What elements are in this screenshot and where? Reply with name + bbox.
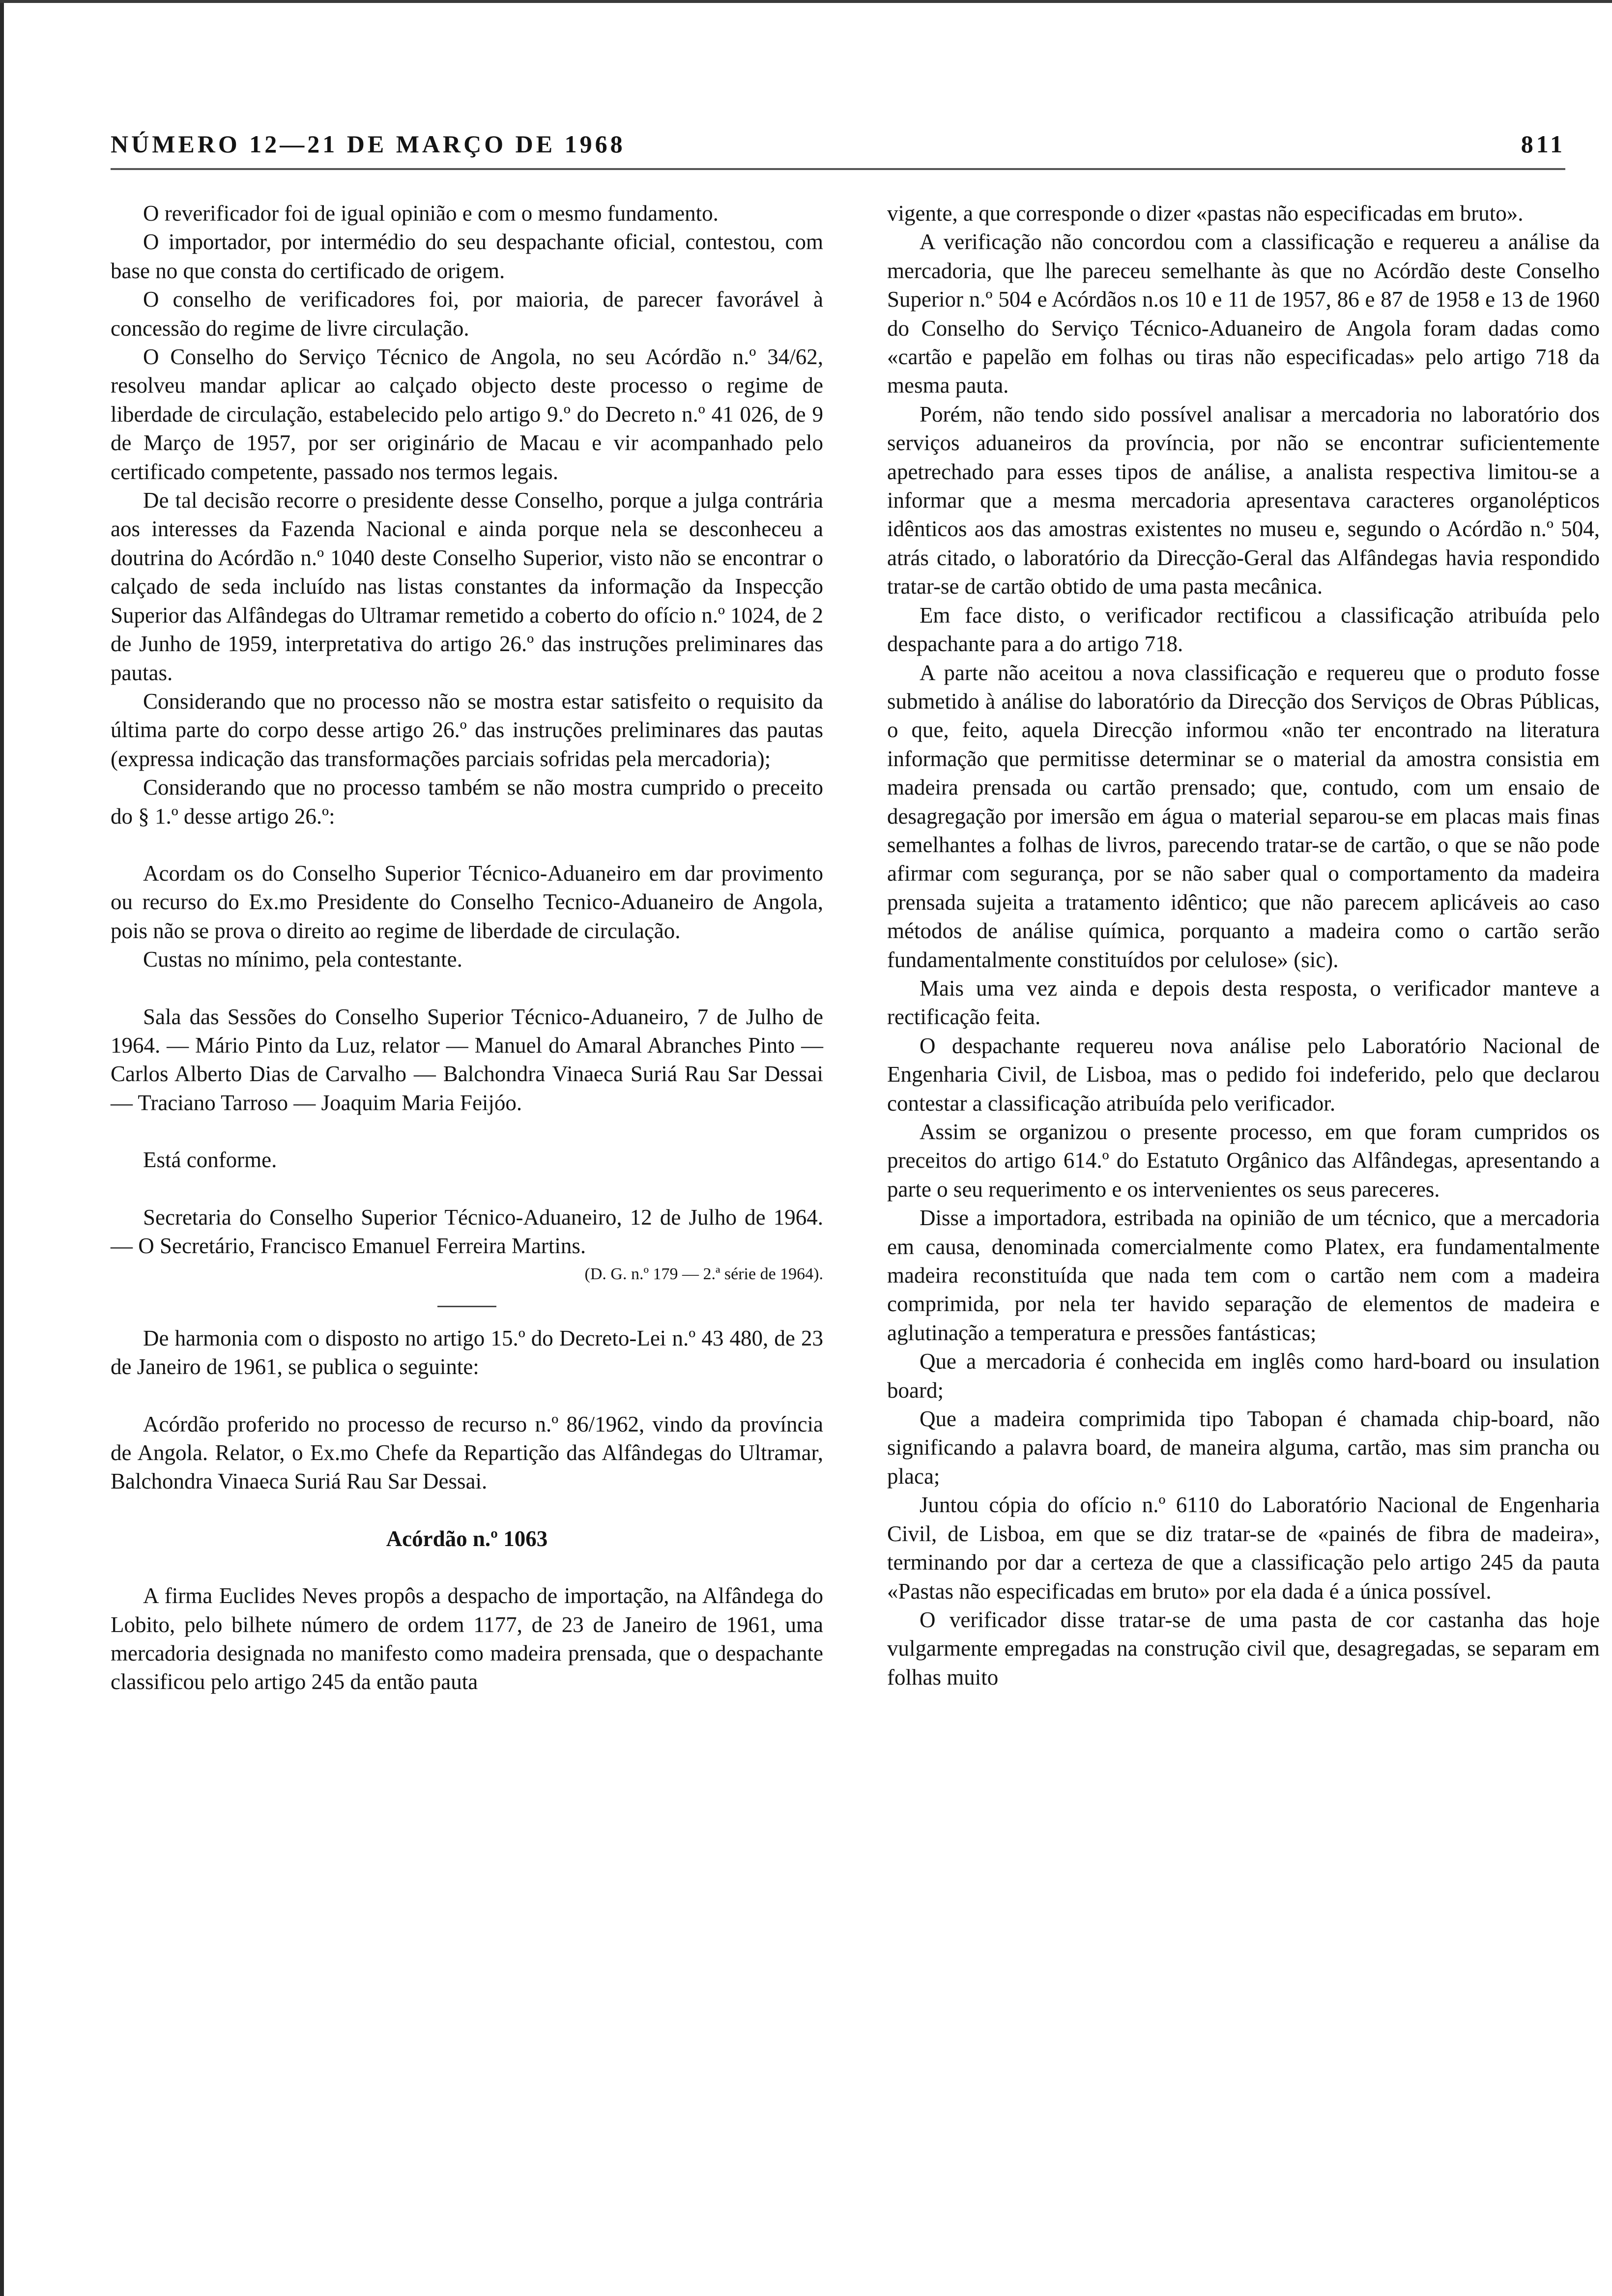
paragraph: A parte não aceitou a nova classificação e requereu que o produto fosse submetido à análise do laboratório da Direcção dos Serviços de Obras Públicas, o que, feito, aquela Direcção informou «não ter encontrado na literatura informação que permitisse determinar se o material da amostra consistia em madeira prensada ou cartão prensado; que, contudo, com um ensaio de desagregação por imersão em água o material separou-se em placas mais finas semelhantes a folhas de livros, parecendo tratar-se de cartão, o que se não pode afirmar com segurança, por se não saber qual o comportamento da madeira prensada sujeita a tratamento idêntico; que não parecem aplicáveis ao caso métodos de análise química, porquanto a madeira como o cartão serão fundamentalmente constituídos por celulose» (sic).	[887, 660, 1600, 972]
scan-edge-top	[0, 0, 1612, 3]
paragraph: Que a mercadoria é conhecida em inglês como hard-board ou insulation board;	[887, 1349, 1600, 1403]
paragraph: De tal decisão recorre o presidente desse Conselho, porque a julga contrária aos interesses da Fazenda Nacional e ainda porque nela se desconheceu a doutrina do Acórdão n.º 1040 deste Conselho Superior, visto não se encontrar o calçado de seda incluído nas listas constantes da informação da Inspecção Superior das Alfândegas do Ultramar remetido a coberto do ofício n.º 1024, de 2 de Junho de 1959, interpretativa do artigo 26.º das instruções preliminares das pautas.	[111, 488, 823, 685]
acordao-first-paragraph: A firma Euclides Neves propôs a despacho de importação, na Alfândega do Lobito, pelo bilhete número de ordem 1177, de 23 de Janeiro de 1961, uma mercadoria designada no manifesto como madeira prensada, que o despachante classificou pelo artigo 245 da então pauta	[111, 1583, 823, 1694]
acordam-paragraph: Acordam os do Conselho Superior Técnico-Aduaneiro em dar provimento ou recurso do Ex.mo Presidente do Conselho Tecnico-Aduaneiro de Angola, pois não se prova o direito ao regime de liberdade de circulação.	[111, 861, 823, 943]
issue-line: NÚMERO 12—21 DE MARÇO DE 1968	[111, 130, 626, 158]
citation: (D. G. n.º 179 — 2.ª série de 1964).	[584, 1265, 823, 1284]
paragraph: O conselho de verificadores foi, por maioria, de parecer favorável à concessão do regime de livre circulação.	[111, 287, 823, 341]
paragraph: Juntou cópia do ofício n.º 6110 do Laboratório Nacional de Engenharia Civil, de Lisboa, em que se diz tratar-se de «painés de fibra de madeira», terminando por dar a certeza de que a classificação pelo artigo 245 da pauta «Pastas não especificadas em bruto» por ela dada é a única possível.	[887, 1492, 1600, 1604]
paragraph: A verificação não concordou com a classificação e requereu a análise da mercadoria, que lhe pareceu semelhante às que no Acórdão deste Conselho Superior n.º 504 e Acórdãos n.os 10 e 11 de 1957, 86 e 87 de 1958 e 13 de 1960 do Conselho do Serviço Técnico-Aduaneiro de Angola foram dadas como «cartão e papelão em folhas ou tiras não especificadas» pelo artigo 718 da mesma pauta.	[887, 230, 1600, 398]
acordao-title: Acórdão n.º 1063	[386, 1526, 548, 1551]
paragraph: O Conselho do Serviço Técnico de Angola, no seu Acórdão n.º 34/62, resolveu mandar aplicar ao calçado objecto deste processo o regime de liberdade de circulação, estabelecido pelo artigo 9.º do Decreto n.º 41 026, de 9 de Março de 1957, por ser originário de Macau e vir acompanhado pelo certificado competente, passado nos termos legais.	[111, 344, 823, 484]
custas-line: Custas no mínimo, pela contestante.	[143, 947, 462, 972]
page-header	[111, 114, 1565, 158]
paragraph: Que a madeira comprimida tipo Tabopan é chamada chip-board, não significando a palavra board, de maneira alguma, cartão, mas sim prancha ou placa;	[887, 1406, 1600, 1489]
paragraph: O verificador disse tratar-se de uma pasta de cor castanha das hoje vulgarmente empregadas na construção civil que, desagregadas, se separam em folhas muito	[887, 1607, 1600, 1690]
paragraph: vigente, a que corresponde o dizer «pastas não especificadas em bruto».	[887, 201, 1524, 226]
header-rule	[111, 168, 1565, 170]
paragraph: O importador, por intermédio do seu despachante oficial, contestou, com base no que consta do certificado de origem.	[111, 230, 823, 283]
sala-paragraph: Sala das Sessões do Conselho Superior Técnico-Aduaneiro, 7 de Julho de 1964. — Mário Pinto da Luz, relator — Manuel do Amaral Abranches Pinto — Carlos Alberto Dias de Carvalho — Balchondra Vinaeca Suriá Rau Sar Dessai — Traciano Tarroso — Joaquim Maria Feijóo.	[111, 1004, 823, 1115]
paragraph: Disse a importadora, estribada na opinião de um técnico, que a mercadoria em causa, denominada comercialmente como Platex, era fundamentalmente madeira reconstituída que nada tem com o cartão nem com a madeira comprimida, por nela ter havido separação de elementos de madeira e aglutinação a temperatura e pressões fantásticas;	[887, 1205, 1600, 1345]
conforme-line: Está conforme.	[143, 1148, 277, 1173]
secretaria-paragraph: Secretaria do Conselho Superior Técnico-Aduaneiro, 12 de Julho de 1964. — O Secretário, Francisco Emanuel Ferreira Martins.	[111, 1205, 823, 1258]
harmonia-paragraph: De harmonia com o disposto no artigo 15.º do Decreto-Lei n.º 43 480, de 23 de Janeiro de 1961, se publica o seguinte:	[111, 1325, 823, 1379]
paragraph: Porém, não tendo sido possível analisar a mercadoria no laboratório dos serviços aduaneiros da província, por não se encontrar suficientemente apetrechado para esses tipos de análise, a analista respectiva limitou-se a informar que a mesma mercadoria apresentava caracteres organolépticos idênticos aos das amostras existentes no museu e, segundo o Acórdão n.º 504, atrás citado, o laboratório da Direcção-Geral das Alfândegas havia respondido tratar-se de cartão obtido de uma pasta mecânica.	[887, 402, 1600, 599]
paragraph: Assim se organizou o presente processo, em que foram cumpridos os preceitos do artigo 614.º do Estatuto Orgânico das Alfândegas, apresentando a parte o seu requerimento e os intervenientes os seus pareceres.	[887, 1119, 1600, 1202]
scan-edge	[0, 0, 4, 2296]
section-divider	[437, 1306, 496, 1307]
paragraph: Considerando que no processo também se não mostra cumprido o preceito do § 1.º desse artigo 26.º:	[111, 775, 823, 829]
paragraph: O despachante requereu nova análise pelo Laboratório Nacional de Engenharia Civil, de Lisboa, mas o pedido foi indeferido, pelo que declarou contestar a classificação atribuída pelo verificador.	[887, 1033, 1600, 1116]
left-column	[111, 199, 823, 1696]
acordao-intro: Acórdão proferido no processo de recurso n.º 86/1962, vindo da província de Angola. Relator, o Ex.mo Chefe da Repartição das Alfândegas do Ultramar, Balchondra Vinaeca Suriá Rau Sar Dessai.	[111, 1411, 823, 1494]
paragraph: Considerando que no processo não se mostra estar satisfeito o requisito da última parte do corpo desse artigo 26.º das instruções preliminares das pautas (expressa indicação das transformações parciais sofridas pela mercadoria);	[111, 689, 823, 771]
right-column	[887, 199, 1600, 1692]
paragraph: Mais uma vez ainda e depois desta resposta, o verificador manteve a rectificação feita.	[887, 976, 1600, 1030]
paragraph: Em face disto, o verificador rectificou a classificação atribuída pelo despachante para a do artigo 718.	[887, 603, 1600, 657]
page-number: 811	[1521, 130, 1565, 158]
paragraph: O reverificador foi de igual opinião e com o mesmo fundamento.	[143, 201, 719, 226]
